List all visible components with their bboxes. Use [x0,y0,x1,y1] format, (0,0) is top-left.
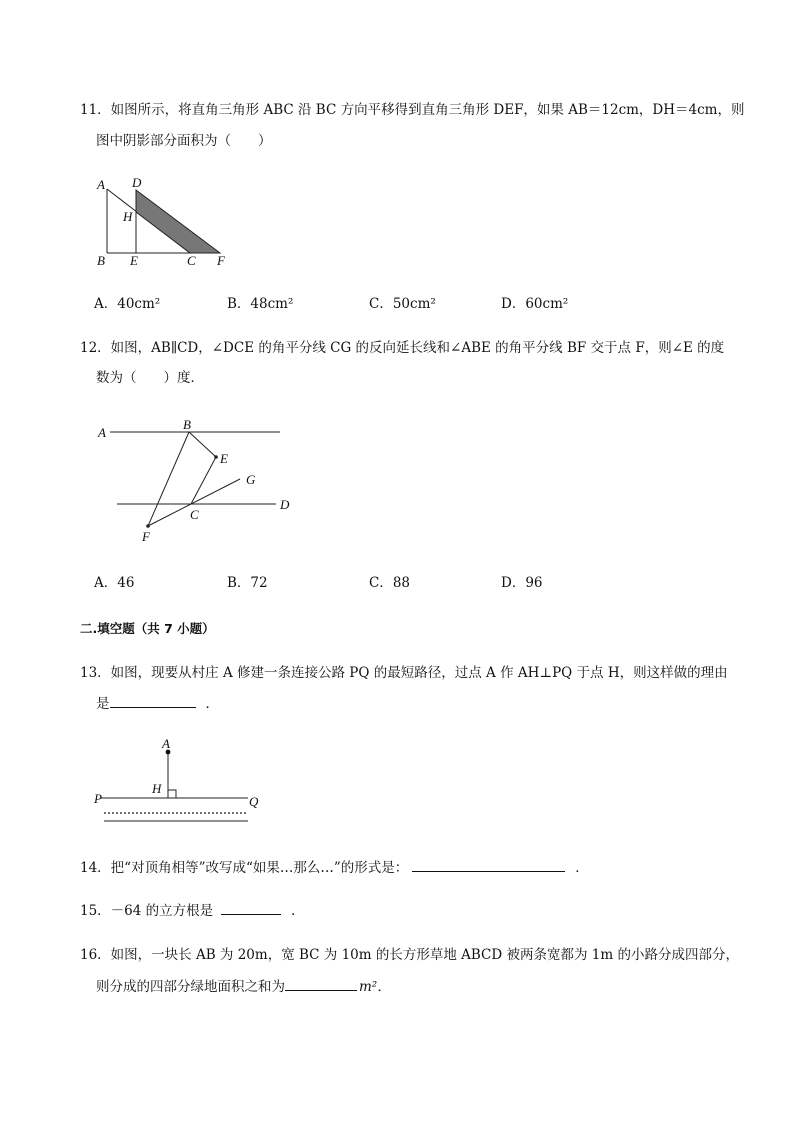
q12-option-d[interactable]: D．96 [501,575,543,591]
q11-stem-line1: 11．如图所示，将直角三角形 ABC 沿 BC 方向平移得到直角三角形 DEF，如果 AB＝12cm，DH＝4cm，则 [80,102,745,118]
q12-label-e: E [220,451,228,466]
q12-label-d: D [280,497,290,512]
q11-label-d: D [132,175,142,190]
q12-label-c: C [190,507,199,522]
q16-line2-suffix: m²． [359,979,391,995]
q11-option-d[interactable]: D．60cm² [501,296,569,312]
q12-option-b[interactable]: B．72 [227,575,268,591]
q15-suffix: ． [291,903,305,919]
q15-prefix: 15．－64 的立方根是 [80,903,214,919]
q13-label-a: A [162,736,170,751]
q13-right-angle-mark [168,790,176,798]
q13-label-p: P [94,791,102,806]
q12-stem-line2: 数为（ ）度． [96,370,204,386]
q16-answer-blank[interactable] [285,976,357,991]
q11-figure [90,175,230,270]
q16-stem-line2 [96,976,391,997]
q13-label-q: Q [249,794,259,809]
q13-stem-line1: 13．如图，现要从村庄 A 修建一条连接公路 PQ 的最短路径，过点 A 作 AH⊥PQ 于点 H，则这样做的理由 [80,665,728,681]
q11-option-b[interactable]: B．48cm² [227,296,294,312]
q14-suffix: ． [575,860,589,876]
q12-figure [90,415,300,545]
q12-segment-be [189,432,216,457]
q14-answer-blank[interactable] [412,857,565,872]
q13-line2-prefix: 是 [96,696,110,712]
q11-option-c[interactable]: C．50cm² [369,296,436,312]
q12-point-e [214,455,218,459]
q12-option-c[interactable]: C．88 [369,575,411,591]
q14-prefix: 14．把“对顶角相等”改写成“如果…那么…”的形式是： [80,860,409,876]
q11-option-a[interactable]: A．40cm² [94,296,161,312]
q16-line2-prefix: 则分成的四部分绿地面积之和为 [96,979,285,995]
q12-label-f: F [142,529,150,544]
q11-stem-line2: 图中阴影部分面积为（ ） [96,133,272,149]
q15-stem [80,900,305,921]
q13-label-h: H [152,781,162,796]
q15-answer-blank[interactable] [221,900,281,915]
q16-stem-line1: 16．如图，一块长 AB 为 20m，宽 BC 为 10m 的长方形草地 ABCD 被两条宽都为 1m 的小路分成四部分， [80,947,739,963]
q13-line2-suffix: ． [205,696,219,712]
q12-label-g: G [246,472,256,487]
q13-stem-line2 [96,693,219,714]
q12-stem-line1: 12．如图，AB∥CD，∠DCE 的角平分线 CG 的反向延长线和∠ABE 的角平分线 BF 交于点 F，则∠E 的度 [80,340,725,356]
q12-segment-bf [148,432,189,526]
q12-point-f [146,524,150,528]
q11-label-a: A [97,177,105,192]
q12-label-a: A [98,425,106,440]
q13-answer-blank[interactable] [110,693,196,708]
q11-label-b: B [97,253,105,268]
q12-option-a[interactable]: A．46 [94,575,135,591]
q12-label-b: B [183,417,191,432]
section-heading-fill-in: 二.填空题（共 7 小题） [80,621,215,636]
q11-label-c: C [187,253,196,268]
q11-label-f: F [217,253,225,268]
q12-segment-ec [191,457,216,504]
q11-label-h: H [123,209,133,224]
q11-shaded-region [136,190,220,253]
q13-figure [90,738,280,828]
q11-label-e: E [130,253,138,268]
q14-stem [80,857,589,878]
